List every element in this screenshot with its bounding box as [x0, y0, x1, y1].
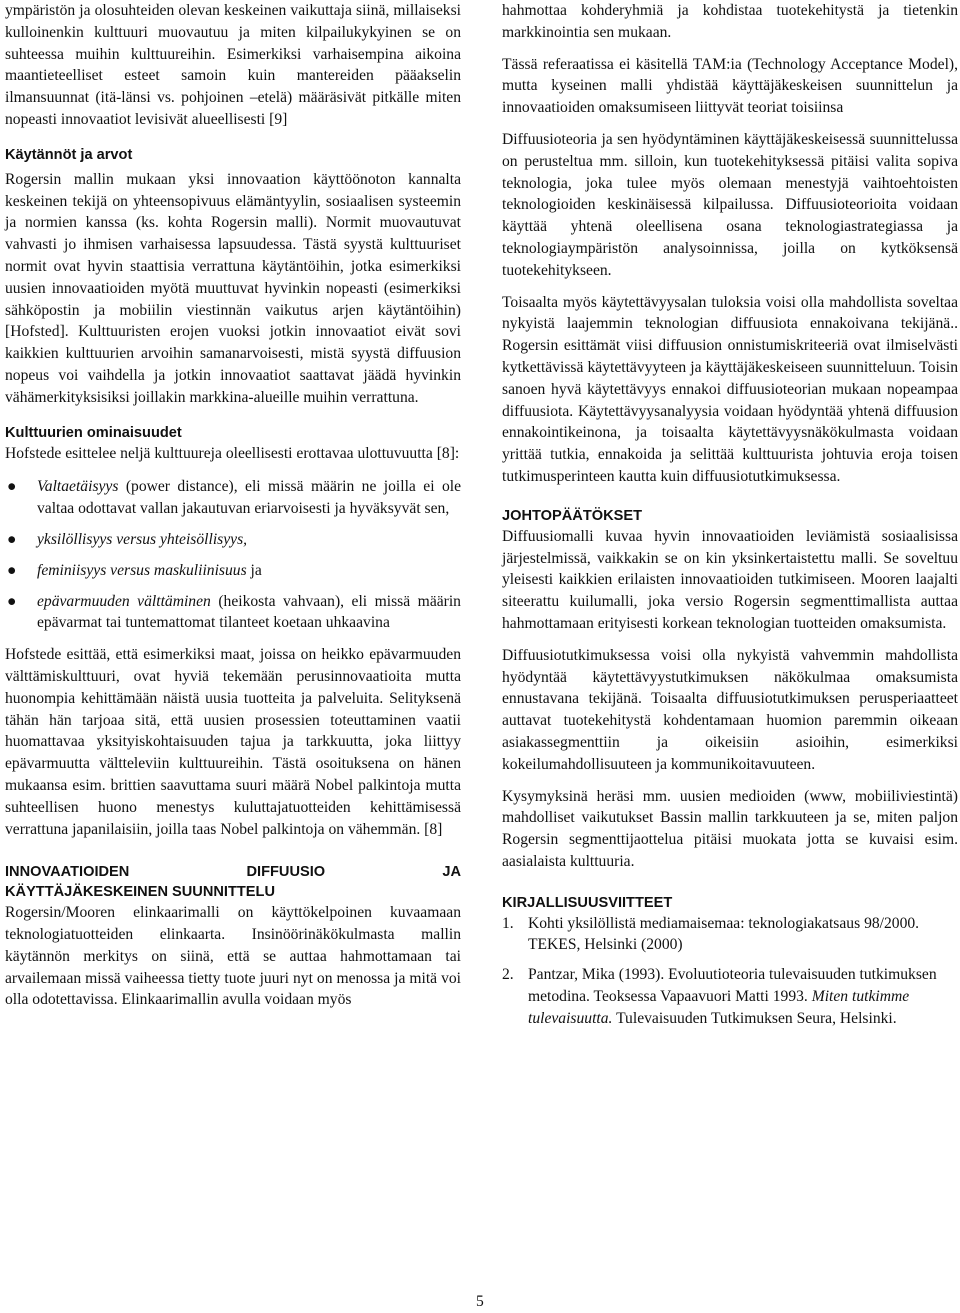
heading-kulttuurien-ominaisuudet: Kulttuurien ominaisuudet [5, 424, 182, 441]
bullet-icon: ● [7, 530, 17, 548]
term: yksilöllisyys versus yhteisöllisyys, [37, 530, 248, 548]
heading-johtopaatokset: JOHTOPÄÄTÖKSET [502, 507, 643, 524]
left-column [5, 0, 461, 1019]
list-item [5, 560, 461, 582]
page-number: 5 [476, 1293, 484, 1310]
heading-kaytannot-ja-arvot: Käytännöt ja arvot [5, 146, 133, 163]
paragraph-kaytannot: Rogersin mallin mukaan yksi innovaation käyttöönoton kannalta keskeinen tekijä on yhteensopivuus elämäntyylin, sosiaalisen systeemin ja normien kanssa (ks. kohta Rogersin malli). Normit muovautuvat vahvasti jo ihmisen varhaisessa lapsuudessa. Tästä syystä kulttuuriset normit ovat hyvin staattisia verrattuna käytäntöihin, jotka esimerkiksi uusien innovaatioiden myötä muuttuvat hyvinkin nopeasti (esimerkiksi sähköpostin ja mobiilin viestinnän vaikutus arjen käytäntöihin) [Hofsted]. Kulttuuristen erojen vuoksi jotkin innovaatiot eivät sovi kaikkien kulttuurien arvoihin samanarvoisesti, mistä syystä diffuusion nopeus voi vaihdella ja jotkin innovaatiot saattavat jäädä hyvinkin vähämerkityksisiksi joillakin markkina-alueille muihin verrattuna. [5, 170, 461, 406]
reference-text: Kohti yksilöllistä mediamaisemaa: teknologiakatsaus 98/2000. TEKES, Helsinki (2000) [528, 914, 920, 954]
paragraph-tam: Tässä referaatissa ei käsitellä TAM:ia (Technology Acceptance Model), mutta kyseinen malli yhdistää käyttäjäkeskeisen suunnittelun ja innovaatioiden omaksumiseen liittyvät teoriat toisiinsa [502, 55, 958, 117]
reference-publisher: Tulevaisuuden Tutkimuksen Seura, Helsinki. [612, 1009, 897, 1027]
term-description: (heikosta vahvaan), eli missä määrin epävarmat tai tuntemattomat tilanteet koetaan uhkaavina [37, 592, 461, 632]
reference-text: Pantzar, Mika (1993). Evoluutioteoria tulevaisuuden tutkimuksen metodina. Teoksessa Vapaavuori Matti 1993. [528, 966, 937, 1006]
paragraph-intro-continued: ympäristön ja olosuhteiden olevan keskeinen vaikuttaja siinä, millaiseksi kulloinenkin kulttuuri muovautuu ja miten kilpailukykyinen se on suhteessa muihin kulttuureihin. Esimerkiksi varhaisempina aikoina maantieteelliset esteet samoin kuin mantereiden pääakselin ilmansuunnat (itä-länsi vs. pohjoinen –etelä) määräsivät pitkälle miten nopeasti innovaatiot levisivät alueellisesti [9] [5, 2, 461, 128]
reference-title: Miten tutkimme tulevaisuutta. [528, 988, 910, 1027]
bullet-icon: ● [7, 478, 17, 496]
bullet-icon: ● [7, 561, 17, 579]
heading-kayttajakeskeinen-suunnittelu: KÄYTTÄJÄKESKEINEN SUUNNITTELU [5, 884, 275, 901]
hofstede-dimensions-list [5, 476, 461, 634]
list-item [5, 591, 461, 635]
heading-innovaatioiden-diffuusio [5, 862, 461, 882]
list-item [5, 476, 461, 520]
term: Valtaetäisyys [37, 478, 119, 496]
heading-kirjallisuusviitteet: KIRJALLISUUSVIITTEET [502, 894, 673, 911]
heading-word: DIFFUUSIO [246, 864, 326, 881]
list-item [5, 529, 461, 551]
paragraph-diffuusiomalli: Diffuusiomalli kuvaa hyvin innovaatioiden leviämistä sosiaalisissa järjestelmissä, vaikkakin se on kin yksinkertaistettu malli. Se soveltuu yleisesti kaikkien erilaisten innovaatioiden tutkimiseen. Mooren laajalti siteerattu kuilumalli, joka versio Rogersin segmenttimallista auttaa hahmottamaan erityisesti korkean teknologian tuotteiden omaksumista. [502, 527, 958, 632]
term-description: (power distance), eli missä määrin ne joilla ei ole valtaa odottavat vallan jakautuvan eriarvoisesti ja hyväksyvät sen, [37, 478, 461, 518]
paragraph-hofstede-intro: Hofstede esittelee neljä kulttuureja oleellisesti erottavaa ulottuvuutta [8]: [5, 444, 460, 462]
term: feminiisyys versus maskuliinisuus [37, 561, 247, 579]
bullet-icon: ● [7, 592, 17, 610]
heading-word: JA [442, 864, 461, 881]
paragraph-diffuusiotutkimus: Diffuusiotutkimuksessa voisi olla nykyistä vahvemmin mahdollista hyödyntää käytettävyystutkimuksen näkökulmaa omaksumista ennustavana tekijänä. Toisaalta diffuusiotutkimuksen perusperiaatteet auttavat tuotekehitystä kohdentamaan huomion paremmin oikeaan asiakassegmenttiin ja oikeisiin asioihin, esimerkiksi kokeilumahdollisuuteen ja kommunikoitavuuteen. [502, 646, 958, 773]
term: epävarmuuden välttäminen [37, 592, 211, 610]
paragraph-hofstede-examples: Hofstede esittää, että esimerkiksi maat, joissa on heikko epävarmuuden välttämiskulttuuri, ovat hyviä tekemään perusinnovaatioita mutta huonompia kehittämään näistä uusia tuotteita ja palveluita. Selityksenä tähän hän tarjoaa sitä, että uusien prosessien toteuttaminen vaatii huomattavaa yksityiskohtaisuuden tajua ja tarkkuutta, joka liittyy epävarmuutta vältteleviin kulttuureihin. Tästä osoituksena on hänen mukaansa esim. brittien saavuttama suuri määrä Nobel palkintoja mutta suhteellisen huono menestys kuluttajatuotteiden kehittämisessä verrattuna japanilaisiin, joilla taas Nobel palkintoja on vähemmän. [8] [5, 646, 461, 838]
heading-word: INNOVAATIOIDEN [5, 864, 130, 881]
paragraph-elinkaarimalli: Rogersin/Mooren elinkaarimalli on käyttökelpoinen kuvaamaan teknologiatuotteiden elinkaarta. Insinöörinäkökulmasta mallin käytännön merkitys on siinä, että se auttaa hahmottamaan tai arvailemaan missä vaiheessa tietty tuote juuri nyt on menossa ja mitä voi olla odotettavissa. Elinkaarimallin avulla voidaan myös [5, 904, 461, 1009]
reference-number: 2. [502, 966, 514, 984]
paragraph-continued: hahmottaa kohderyhmiä ja kohdistaa tuotekehitystä ja tietenkin markkinointia sen mukaan. [502, 2, 958, 41]
reference-item [502, 964, 958, 1029]
right-column [502, 0, 958, 1038]
paragraph-kaytettavyys: Toisaalta myös käytettävyysalan tuloksia voisi olla mahdollista soveltaa nykyistä laajemmin teknologian diffuusiota ennakoivana tekijänä.. Rogersin esittämät viisi diffuusion onnistumiskriteeriä ovat ilmiselvästi kytkettävissä käytettävyyteen ja käyttäjäkeskeiseen suunnitteluun. Toisin sanoen hyvä käytettävyys ennakoi diffuusioteorian mukaan nopeampaa diffuusiota. Käytettävyysanalyysia voidaan hyödyntää yhtenä diffuusion ennakointikeinona, ja toisaalta käytettävyysnäkökulmasta voidaan yrittää tutkia, ennakoida ja selittää kulttuurista johtuvia eroja toisen tutkimusperinteen kautta kuin diffuusiotutkimuksessa. [502, 293, 958, 485]
paragraph-diffuusioteoria: Diffuusioteoria ja sen hyödyntäminen käyttäjäkeskeisessä suunnittelussa on perusteltua mm. silloin, kun tuotekehityksessä pitäisi valita sopiva teknologia, joka tulee myös olemaan menestyjä vaihtoehtoisten teknologioiden keskinäisessä kilpailussa. Diffuusioteorioita voidaan käyttää yhtenä oleellisena osana teknologiastrategiassa ja teknologiaympäristön analysoinnissa, joilla on kytköksensä tuotekehitykseen. [502, 130, 958, 279]
term-description: ja [246, 561, 262, 579]
paragraph-kysymykset: Kysymyksinä heräsi mm. uusien medioiden (www, mobiiliviestintä) mahdolliset vaikutukset Bassin mallin tarkkuuteen ja se, miten paljon Rogersin segmenttijaottelua pitäisi muokata jotta se kuvaisi esim. aasialaista kulttuuria. [502, 787, 958, 870]
reference-list [502, 913, 958, 1030]
reference-number: 1. [502, 914, 514, 932]
reference-item [502, 913, 958, 957]
